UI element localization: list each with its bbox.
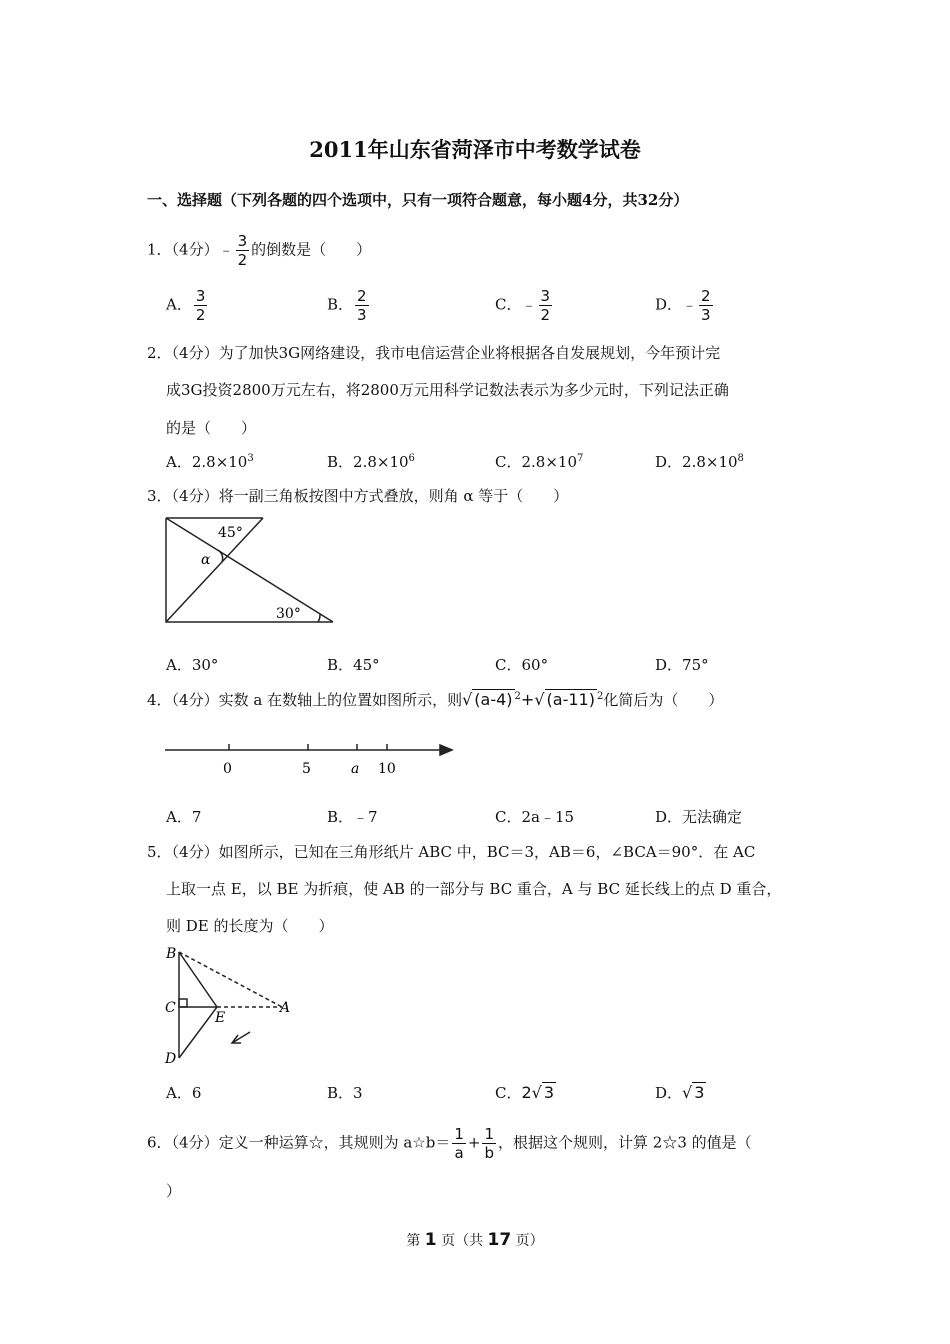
option-exp: 6 <box>408 453 415 464</box>
q2-option-d[interactable] <box>655 451 744 472</box>
q4-radical-2: √ (a-11) <box>534 690 595 709</box>
q1-fraction <box>236 232 250 269</box>
q1-score: （4分） <box>171 240 219 259</box>
option-label: D． <box>655 1084 683 1102</box>
question-3 <box>147 485 568 506</box>
q2-line-2: 成3G投资2800万元左右，将2800万元用科学记数法表示为多少元时，下列记法正确 <box>166 381 729 399</box>
q5-option-c[interactable]: C．2√ 3 <box>495 1083 555 1102</box>
option-label: D． <box>655 295 683 314</box>
point-d-label: D <box>165 1051 177 1067</box>
option-label: C． <box>495 295 522 314</box>
alpha-label: α <box>201 552 211 568</box>
option-label: C． <box>495 1084 522 1102</box>
option-label: D． <box>655 656 683 674</box>
option-value: 45° <box>353 656 380 674</box>
right-angle-mark <box>179 999 187 1007</box>
option-exp: 8 <box>737 453 744 464</box>
q6-line-2: ） <box>166 1182 182 1200</box>
option-value: 7 <box>191 808 202 826</box>
option-label: A． <box>166 295 192 314</box>
option-radicand: 3 <box>694 1083 705 1102</box>
option-label: A． <box>166 656 192 674</box>
option-label: B． <box>327 808 354 826</box>
q5-figure <box>160 942 300 1070</box>
option-num: 3 <box>540 287 551 305</box>
option-exp: 7 <box>577 453 584 464</box>
segment-de <box>179 1007 217 1058</box>
option-den: 2 <box>195 306 206 324</box>
option-label: A． <box>166 808 192 826</box>
option-base: 2.8×10 <box>353 453 409 471</box>
q4-radical-1: √ (a-4) <box>462 690 513 709</box>
option-label: B． <box>327 656 354 674</box>
q2-option-b[interactable] <box>327 451 415 472</box>
question-6 <box>147 1125 752 1162</box>
q3-number: 3． <box>147 487 172 505</box>
option-base: 2.8×10 <box>682 453 738 471</box>
footer-total-pages: 17 <box>487 1230 512 1250</box>
q4-number: 4． <box>147 691 172 709</box>
option-value: ﹣7 <box>353 808 378 826</box>
triangle-30-hyp <box>166 518 333 622</box>
option-den: 2 <box>540 306 551 324</box>
q3-option-d[interactable] <box>655 654 709 675</box>
alpha-arc <box>218 550 223 562</box>
q1-options <box>0 287 950 327</box>
footer-page-number: 1 <box>424 1230 437 1250</box>
q5-option-d[interactable]: D．√ 3 <box>655 1083 705 1102</box>
option-label: C． <box>495 808 522 826</box>
arrow-head-icon <box>440 745 452 755</box>
option-label: B． <box>327 295 354 314</box>
q1-option-b[interactable] <box>327 287 371 324</box>
q1-frac-num: 3 <box>237 232 248 250</box>
footer-post: 页） <box>511 1233 544 1249</box>
q4-option-d[interactable] <box>655 806 742 827</box>
q6-fraction-2 <box>482 1125 496 1162</box>
option-label: C． <box>495 656 522 674</box>
q2-line-1: （4分）为了加快3G网络建设，我市电信运营企业将根据各自发展规划，今年预计完 <box>171 344 721 362</box>
option-value: 75° <box>682 656 709 674</box>
question-2 <box>147 342 720 363</box>
segment-ba <box>179 952 282 1007</box>
question-1 <box>147 232 371 269</box>
tick-label-10: 10 <box>378 761 396 777</box>
frac-num: 1 <box>484 1125 495 1143</box>
q3-figure <box>160 512 340 632</box>
q1-number: 1． <box>147 240 172 259</box>
fold-arrow-shaft <box>232 1032 250 1043</box>
option-num: 3 <box>195 287 206 305</box>
tick-label-a: a <box>351 761 360 777</box>
option-sign: ﹣ <box>521 295 537 314</box>
q1-neg: ﹣ <box>218 240 234 259</box>
q3-text: （4分）将一副三角板按图中方式叠放，则角 α 等于（ ） <box>171 487 569 505</box>
point-a-label: A <box>280 1000 291 1016</box>
frac-den: b <box>484 1144 495 1162</box>
q4-text: （4分）实数 a 在数轴上的位置如图所示，则 <box>171 691 463 709</box>
frac-num: 1 <box>454 1125 464 1143</box>
q5-line-1: （4分）如图所示，已知在三角形纸片 ABC 中，BC＝3，AB＝6，∠BCA＝90°．在 AC <box>171 843 756 861</box>
q5-number: 5． <box>147 843 172 861</box>
question-5 <box>147 841 755 862</box>
question-4 <box>147 689 723 710</box>
option-num: 2 <box>357 287 367 305</box>
q1-text: 的倒数是（ ） <box>251 240 372 259</box>
q5-option-b[interactable] <box>327 1082 363 1103</box>
section-heading: 一、选择题（下列各题的四个选项中，只有一项符合题意，每小题4分，共32分） <box>147 191 689 209</box>
option-exp: 3 <box>247 453 254 464</box>
angle-45-label: 45° <box>218 525 243 541</box>
q3-option-c[interactable] <box>495 654 548 675</box>
option-value: 6 <box>191 1084 202 1102</box>
option-value: 无法确定 <box>682 808 743 826</box>
page-footer <box>0 1230 950 1250</box>
q6-text-b: ，根据这个规则，计算 2☆3 的值是（ <box>498 1133 752 1152</box>
q5-line-3: 则 DE 的长度为（ ） <box>166 917 334 935</box>
q1-option-a[interactable] <box>166 287 209 324</box>
q2-option-c[interactable] <box>495 451 583 472</box>
option-label: A． <box>166 1084 192 1102</box>
frac-den: a <box>454 1144 464 1162</box>
q5-option-a[interactable] <box>166 1082 201 1103</box>
q1-frac-den: 2 <box>237 251 248 269</box>
q2-option-a[interactable] <box>166 451 254 472</box>
q1-option-d[interactable] <box>655 287 715 324</box>
point-b-label: B <box>166 946 177 962</box>
q4-option-c[interactable] <box>495 806 574 827</box>
radicand: (a-4) <box>474 690 513 709</box>
option-base: 2.8×10 <box>521 453 577 471</box>
option-label: B． <box>327 1084 354 1102</box>
q5-line-2: 上取一点 E，以 BE 为折痕，使 AB 的一部分与 BC 重合，A 与 BC 延长线上的点 D 重合， <box>166 880 782 898</box>
q4-option-a[interactable] <box>166 806 201 827</box>
point-e-label: E <box>215 1010 226 1026</box>
option-label: B． <box>327 453 354 471</box>
point-c-label: C <box>165 1000 176 1016</box>
option-value: 2a﹣15 <box>521 808 575 826</box>
option-base: 2.8×10 <box>191 453 248 471</box>
option-radicand: 3 <box>543 1083 555 1102</box>
plus-sign: + <box>467 1133 481 1152</box>
radicand: (a-11) <box>546 690 595 709</box>
q6-fraction-1 <box>452 1125 466 1162</box>
exponent: 2 <box>596 691 604 702</box>
q6-text-a: （4分）定义一种运算☆，其规则为 a☆b＝ <box>171 1133 451 1152</box>
q6-number: 6． <box>147 1133 172 1152</box>
option-label: C． <box>495 453 522 471</box>
q4-option-b[interactable] <box>327 806 378 827</box>
option-num: 2 <box>701 287 711 305</box>
q2-line-3: 的是（ ） <box>166 419 257 437</box>
angle-30-label: 30° <box>276 606 301 622</box>
q3-option-b[interactable] <box>327 654 380 675</box>
option-value: 60° <box>521 656 549 674</box>
option-value: 30° <box>191 656 219 674</box>
exponent: 2 <box>514 691 521 702</box>
option-label: D． <box>655 808 683 826</box>
plus-sign: + <box>520 690 535 709</box>
option-den: 3 <box>357 306 367 324</box>
option-label: D． <box>655 453 683 471</box>
option-coef: 2 <box>521 1083 532 1102</box>
footer-mid: 页（共 <box>436 1233 488 1249</box>
q2-number: 2． <box>147 344 172 362</box>
q4-text-2: 化简后为（ ） <box>603 691 724 709</box>
q4-number-line <box>160 738 460 780</box>
tick-label-0: 0 <box>223 761 232 777</box>
footer-pre: 第 <box>406 1233 425 1249</box>
page-title: 2011年山东省菏泽市中考数学试卷 <box>309 137 641 162</box>
option-value: 3 <box>353 1084 363 1102</box>
option-label: A． <box>166 453 192 471</box>
tick-label-5: 5 <box>302 761 311 777</box>
option-sign: ﹣ <box>682 295 698 314</box>
q3-option-a[interactable] <box>166 654 218 675</box>
option-den: 3 <box>701 306 711 324</box>
angle-30-arc <box>318 614 320 622</box>
q1-option-c[interactable] <box>495 287 554 324</box>
